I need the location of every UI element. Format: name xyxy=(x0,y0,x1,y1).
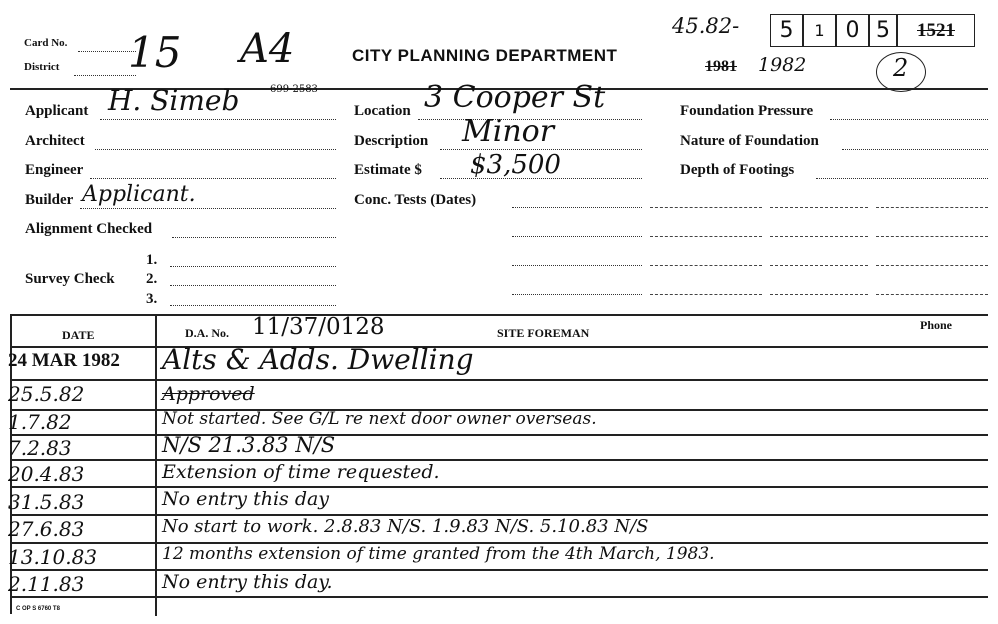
number-box-4: 5 xyxy=(869,14,897,47)
log-date: 24 MAR 1982 xyxy=(8,350,120,371)
nature-of-foundation-line xyxy=(842,149,988,150)
log-date: 25.5.82 xyxy=(8,382,85,406)
log-row-line xyxy=(10,486,988,488)
foundation-pressure-line xyxy=(830,119,988,120)
struck-card-number: 1521 xyxy=(897,14,975,47)
blank-line xyxy=(770,236,868,237)
log-row-line xyxy=(10,459,988,461)
log-header-line xyxy=(10,346,988,348)
blank-line xyxy=(770,294,868,295)
log-date: 27.6.83 xyxy=(8,517,85,541)
circled-number: 2 xyxy=(893,54,909,82)
da-no-value: 11/37/0128 xyxy=(252,314,385,340)
reference-number: 45.82- xyxy=(672,14,740,38)
date-header: DATE xyxy=(62,328,95,342)
log-entry: Alts & Adds. Dwelling xyxy=(162,343,474,376)
blank-line xyxy=(876,294,988,295)
survey-line-2 xyxy=(170,285,336,286)
engineer-label: Engineer xyxy=(25,162,84,178)
blank-line xyxy=(650,265,762,266)
alignment-label: Alignment Checked xyxy=(25,221,153,237)
alignment-line xyxy=(172,237,336,238)
foundation-pressure-label: Foundation Pressure xyxy=(680,103,814,119)
log-entry: N/S 21.3.83 N/S xyxy=(162,433,336,457)
blank-line xyxy=(770,207,868,208)
description-value: Minor xyxy=(462,114,555,149)
location-label: Location xyxy=(354,103,411,119)
log-date: 1.7.82 xyxy=(8,410,72,434)
conc-test-line-3 xyxy=(512,265,642,266)
log-entry: No entry this day xyxy=(162,488,330,510)
blank-line xyxy=(770,265,868,266)
card-no-value: 15 xyxy=(128,28,182,77)
log-row-line xyxy=(10,569,988,571)
department-title: CITY PLANNING DEPARTMENT xyxy=(352,46,618,65)
estimate-value: $3,500 xyxy=(470,150,561,180)
log-entry: No start to work. 2.8.83 N/S. 1.9.83 N/S. 5.10.83 N/S xyxy=(162,516,649,537)
blank-line xyxy=(876,265,988,266)
architect-line xyxy=(95,149,336,150)
conc-test-line-1 xyxy=(512,207,642,208)
conc-tests-label: Conc. Tests (Dates) xyxy=(354,192,477,208)
log-entry: Extension of time requested. xyxy=(162,461,440,483)
number-box-3: 0 xyxy=(836,14,869,47)
log-entry: 12 months extension of time granted from the 4th March, 1983. xyxy=(162,544,715,564)
survey-line-3 xyxy=(170,305,336,306)
depth-of-footings-label: Depth of Footings xyxy=(680,162,795,178)
log-row-line xyxy=(10,379,988,381)
nature-of-foundation-label: Nature of Foundation xyxy=(680,133,819,149)
log-row-line xyxy=(10,596,988,598)
applicant-line xyxy=(100,119,336,120)
printer-mark: C OP S 6760 T8 xyxy=(16,606,60,612)
blank-line xyxy=(650,236,762,237)
log-date: 31.5.83 xyxy=(8,490,85,514)
survey-number-3: 3. xyxy=(146,291,158,307)
blank-line xyxy=(876,236,988,237)
number-box-2: 1 xyxy=(803,14,836,47)
district-value: A4 xyxy=(240,26,295,72)
survey-label: Survey Check xyxy=(25,271,115,287)
log-entry: Not started. See G/L re next door owner overseas. xyxy=(162,409,597,429)
blank-line xyxy=(650,294,762,295)
estimate-label: Estimate $ xyxy=(354,162,422,178)
conc-test-line-4 xyxy=(512,294,642,295)
log-date: 2.11.83 xyxy=(8,572,85,596)
district-line xyxy=(74,75,136,76)
blank-line xyxy=(650,207,762,208)
log-entry: Approved xyxy=(162,383,255,405)
log-date: 7.2.83 xyxy=(8,436,72,460)
log-entry: No entry this day. xyxy=(162,571,333,593)
card-no-label: Card No. xyxy=(24,37,68,49)
written-year: 1982 xyxy=(758,54,807,76)
applicant-value: H. Simeb xyxy=(108,84,240,117)
applicant-phone: 699-2583 xyxy=(270,84,318,95)
engineer-line xyxy=(90,178,336,179)
conc-test-line-2 xyxy=(512,236,642,237)
log-row-line xyxy=(10,434,988,436)
number-box-1: 5 xyxy=(770,14,803,47)
survey-number-2: 2. xyxy=(146,271,158,287)
depth-of-footings-line xyxy=(816,178,988,179)
district-label: District xyxy=(24,61,60,73)
builder-label: Builder xyxy=(25,192,74,208)
location-value: 3 Cooper St xyxy=(424,80,606,115)
phone-label: Phone xyxy=(920,318,953,332)
log-date: 13.10.83 xyxy=(8,545,98,569)
description-label: Description xyxy=(354,133,429,149)
survey-line-1 xyxy=(170,266,336,267)
blank-line xyxy=(876,207,988,208)
builder-value: Applicant. xyxy=(82,182,196,207)
survey-number-1: 1. xyxy=(146,252,158,268)
da-no-label: D.A. No. xyxy=(185,326,229,340)
log-top-border xyxy=(10,314,988,316)
site-foreman-label: SITE FOREMAN xyxy=(497,326,590,340)
builder-line xyxy=(80,208,336,209)
applicant-label: Applicant xyxy=(25,103,89,119)
printed-year: 1981 xyxy=(705,58,737,75)
date-column-divider xyxy=(155,316,157,616)
architect-label: Architect xyxy=(25,133,85,149)
log-date: 20.4.83 xyxy=(8,462,85,486)
